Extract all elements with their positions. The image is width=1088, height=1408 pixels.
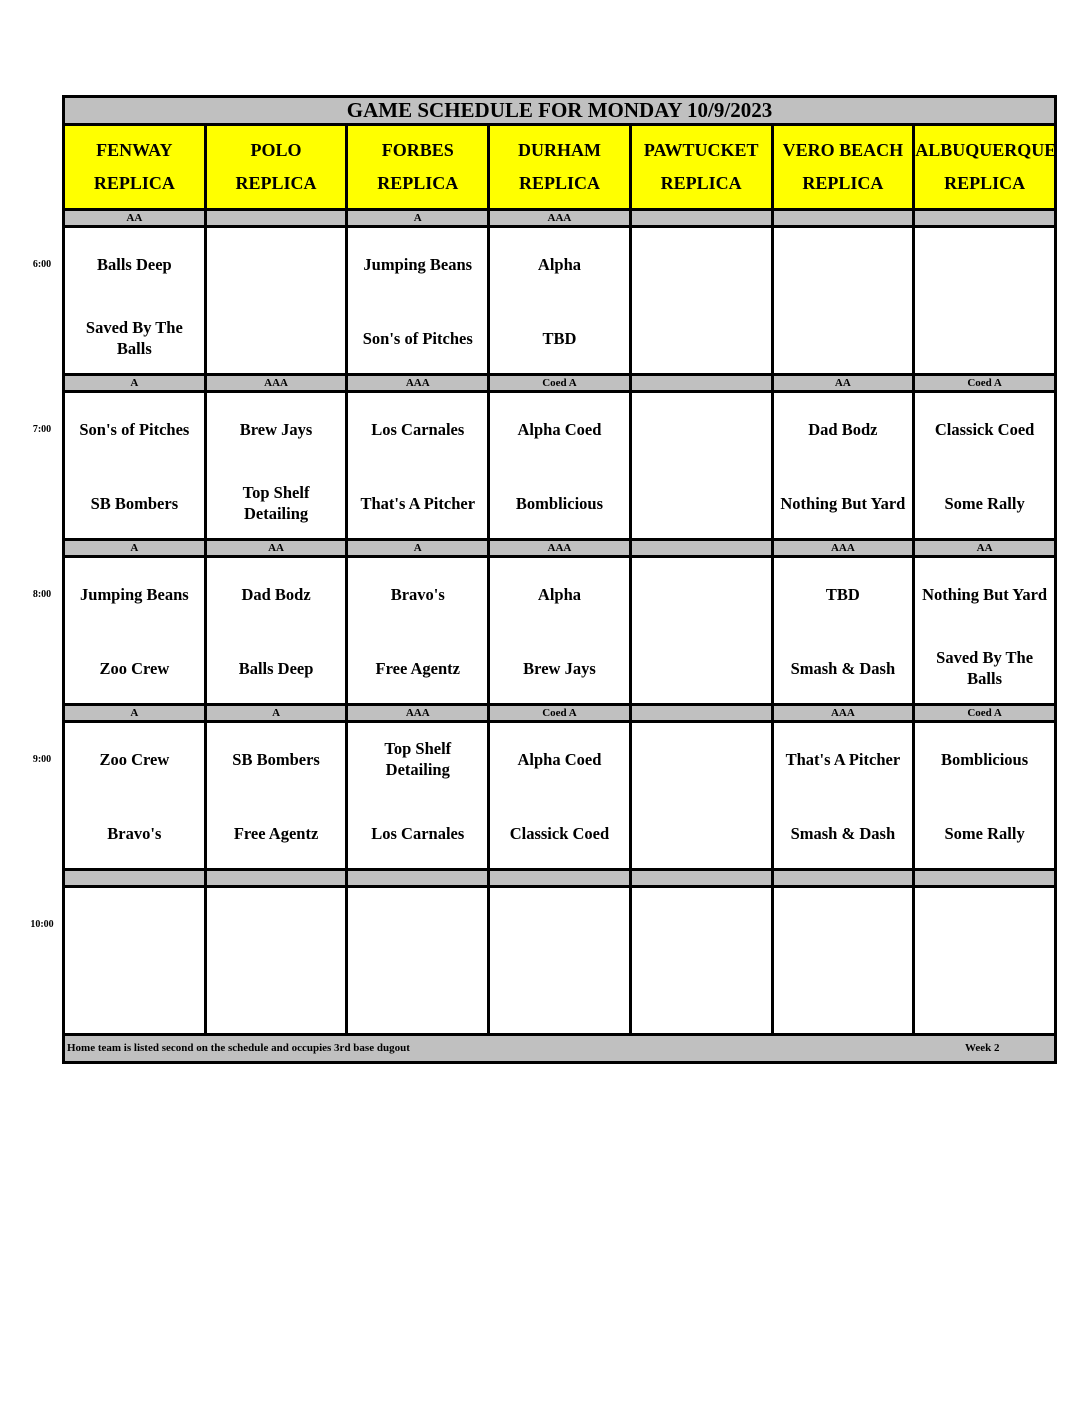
away-team: That's A Pitcher xyxy=(785,749,901,769)
division-label: A xyxy=(205,705,347,722)
away-team: Alpha Coed xyxy=(517,749,602,769)
away-team xyxy=(915,242,1054,288)
home-team xyxy=(348,976,487,1022)
game-cell xyxy=(205,227,347,375)
footer-row xyxy=(64,1035,1056,1063)
game-row xyxy=(64,722,1056,870)
away-team xyxy=(632,572,771,618)
home-team: TBD xyxy=(542,328,577,348)
division-label: AAA xyxy=(347,375,489,392)
game-cell xyxy=(772,722,914,870)
field-header-6 xyxy=(914,125,1056,210)
division-label: Coed A xyxy=(914,375,1056,392)
time-label: 9:00 xyxy=(32,753,52,765)
division-label xyxy=(630,540,772,557)
away-team xyxy=(65,902,204,948)
away-team: Son's of Pitches xyxy=(79,419,190,439)
away-team xyxy=(632,242,771,288)
field-header-5 xyxy=(772,125,914,210)
division-label: AAA xyxy=(489,210,631,227)
home-team: Some Rally xyxy=(944,493,1025,513)
home-team: Los Carnales xyxy=(371,823,465,843)
game-cell xyxy=(347,392,489,540)
home-team xyxy=(207,976,346,1022)
away-team xyxy=(632,407,771,453)
away-team xyxy=(774,902,913,948)
division-label: AA xyxy=(914,540,1056,557)
game-row xyxy=(64,227,1056,375)
away-team xyxy=(207,902,346,948)
home-team: Zoo Crew xyxy=(99,658,170,678)
home-team: Classick Coed xyxy=(509,823,610,843)
division-label: Coed A xyxy=(489,375,631,392)
home-team xyxy=(632,316,771,362)
game-cell xyxy=(489,392,631,540)
game-cell xyxy=(489,227,631,375)
home-team: That's A Pitcher xyxy=(360,493,476,513)
field-name: ALBUQUERQUE xyxy=(915,139,1057,160)
division-row xyxy=(64,375,1056,392)
game-cell xyxy=(772,557,914,705)
division-label: AAA xyxy=(347,705,489,722)
home-team: Top Shelf Detailing xyxy=(242,483,310,523)
game-cell xyxy=(914,887,1056,1035)
home-team: Smash & Dash xyxy=(790,823,896,843)
away-team: Alpha xyxy=(537,254,582,274)
field-header-2 xyxy=(347,125,489,210)
game-cell xyxy=(64,722,206,870)
game-cell xyxy=(630,392,772,540)
home-team: Bravo's xyxy=(107,823,162,843)
home-team xyxy=(915,316,1054,362)
division-label: Coed A xyxy=(914,705,1056,722)
away-team xyxy=(632,737,771,783)
field-header-row xyxy=(64,125,1056,210)
schedule-title: GAME SCHEDULE FOR MONDAY 10/9/2023 xyxy=(64,97,1056,125)
away-team: Alpha xyxy=(537,584,582,604)
home-team: Son's of Pitches xyxy=(362,328,473,348)
home-team xyxy=(632,481,771,527)
division-label: A xyxy=(64,375,206,392)
game-row xyxy=(64,557,1056,705)
home-team xyxy=(632,646,771,692)
division-label xyxy=(205,870,347,887)
away-team: Nothing But Yard xyxy=(922,584,1048,604)
division-label xyxy=(64,870,206,887)
game-cell xyxy=(64,557,206,705)
game-cell xyxy=(772,392,914,540)
away-team: TBD xyxy=(825,584,860,604)
home-team xyxy=(65,976,204,1022)
home-team xyxy=(207,316,346,362)
division-label xyxy=(347,870,489,887)
away-team xyxy=(915,902,1054,948)
game-row xyxy=(64,887,1056,1035)
home-team: Nothing But Yard xyxy=(780,493,906,513)
division-label: AAA xyxy=(489,540,631,557)
game-cell xyxy=(914,722,1056,870)
away-team: Los Carnales xyxy=(371,419,465,439)
field-replica-label: REPLICA xyxy=(377,173,459,193)
division-label xyxy=(630,705,772,722)
away-team: Jumping Beans xyxy=(80,584,189,604)
game-cell xyxy=(205,722,347,870)
schedule-table xyxy=(62,95,1057,1064)
home-team: Balls Deep xyxy=(238,658,314,678)
home-team xyxy=(632,976,771,1022)
away-team: Top Shelf Detailing xyxy=(384,739,452,779)
away-team: Jumping Beans xyxy=(363,254,473,274)
division-label xyxy=(489,870,631,887)
division-label: AA xyxy=(772,375,914,392)
field-replica-label: REPLICA xyxy=(944,173,1026,193)
home-team: Smash & Dash xyxy=(790,658,896,678)
footer-note: Home team is listed second on the schedule and occupies 3rd base dugout xyxy=(67,1042,410,1054)
home-team: SB Bombers xyxy=(90,493,179,513)
game-cell xyxy=(205,392,347,540)
field-replica-label: REPLICA xyxy=(518,173,600,193)
away-team: Dad Bodz xyxy=(241,584,311,604)
game-cell xyxy=(772,227,914,375)
home-team: Saved By The Balls xyxy=(85,318,183,358)
division-label xyxy=(772,870,914,887)
game-cell xyxy=(64,392,206,540)
division-label: AAA xyxy=(205,375,347,392)
division-label: A xyxy=(64,705,206,722)
division-row xyxy=(64,540,1056,557)
division-label xyxy=(772,210,914,227)
title-row xyxy=(64,97,1056,125)
division-label xyxy=(914,210,1056,227)
away-team xyxy=(632,902,771,948)
field-replica-label: REPLICA xyxy=(235,173,317,193)
division-row xyxy=(64,870,1056,887)
away-team: Dad Bodz xyxy=(808,419,878,439)
game-cell xyxy=(205,887,347,1035)
schedule-sheet xyxy=(62,95,1057,1064)
home-team xyxy=(774,976,913,1022)
time-label: 10:00 xyxy=(30,918,54,930)
home-team: Saved By The Balls xyxy=(936,648,1034,688)
division-label: A xyxy=(347,210,489,227)
footer-cell xyxy=(64,1035,1056,1063)
division-label xyxy=(630,375,772,392)
field-name: FENWAY xyxy=(96,139,173,160)
game-cell xyxy=(630,227,772,375)
away-team: Alpha Coed xyxy=(517,419,602,439)
field-header-3 xyxy=(489,125,631,210)
field-name: POLO xyxy=(250,139,302,160)
time-label: 8:00 xyxy=(32,588,52,600)
game-cell xyxy=(772,887,914,1035)
game-cell xyxy=(489,887,631,1035)
week-label: Week 2 xyxy=(965,1042,1000,1054)
game-cell xyxy=(347,227,489,375)
division-label: AA xyxy=(64,210,206,227)
division-label xyxy=(630,210,772,227)
division-label: Coed A xyxy=(489,705,631,722)
game-cell xyxy=(914,392,1056,540)
field-header-4 xyxy=(630,125,772,210)
game-cell xyxy=(630,887,772,1035)
home-team: Some Rally xyxy=(944,823,1025,843)
away-team xyxy=(348,902,487,948)
away-team: Brew Jays xyxy=(239,419,313,439)
field-name: DURHAM xyxy=(517,139,601,160)
home-team: Free Agentz xyxy=(375,658,460,678)
field-header-1 xyxy=(205,125,347,210)
away-team: Classick Coed xyxy=(934,419,1035,439)
game-cell xyxy=(347,722,489,870)
away-team xyxy=(490,902,629,948)
game-cell xyxy=(489,722,631,870)
game-cell xyxy=(347,887,489,1035)
field-replica-label: REPLICA xyxy=(802,173,884,193)
game-cell xyxy=(630,722,772,870)
division-row xyxy=(64,705,1056,722)
game-cell xyxy=(347,557,489,705)
away-team: Balls Deep xyxy=(96,254,172,274)
field-name: VERO BEACH xyxy=(782,139,904,160)
away-team: Bomblicious xyxy=(941,749,1029,769)
away-team: Bravo's xyxy=(390,584,445,604)
home-team: Brew Jays xyxy=(523,658,596,678)
game-cell xyxy=(489,557,631,705)
away-team xyxy=(207,242,346,288)
division-label: AA xyxy=(205,540,347,557)
away-team xyxy=(774,242,913,288)
game-row xyxy=(64,392,1056,540)
field-header-0 xyxy=(64,125,206,210)
division-label xyxy=(205,210,347,227)
away-team: SB Bombers xyxy=(232,749,320,769)
game-cell xyxy=(914,557,1056,705)
home-team: Free Agentz xyxy=(233,823,319,843)
home-team: Bomblicious xyxy=(515,493,604,513)
time-label: 7:00 xyxy=(32,423,52,435)
field-name: FORBES xyxy=(381,139,454,160)
home-team xyxy=(490,976,629,1022)
division-row xyxy=(64,210,1056,227)
division-label xyxy=(630,870,772,887)
time-label: 6:00 xyxy=(32,258,52,270)
game-cell xyxy=(630,557,772,705)
home-team xyxy=(632,811,771,857)
game-cell xyxy=(64,227,206,375)
division-label xyxy=(914,870,1056,887)
game-cell xyxy=(205,557,347,705)
game-cell xyxy=(64,887,206,1035)
game-cell xyxy=(914,227,1056,375)
home-team xyxy=(915,976,1054,1022)
division-label: A xyxy=(64,540,206,557)
field-replica-label: REPLICA xyxy=(660,173,742,193)
division-label: A xyxy=(347,540,489,557)
division-label: AAA xyxy=(772,540,914,557)
field-replica-label: REPLICA xyxy=(93,173,175,193)
field-name: PAWTUCKET xyxy=(643,139,759,160)
away-team: Zoo Crew xyxy=(99,749,170,769)
division-label: AAA xyxy=(772,705,914,722)
home-team xyxy=(774,316,913,362)
